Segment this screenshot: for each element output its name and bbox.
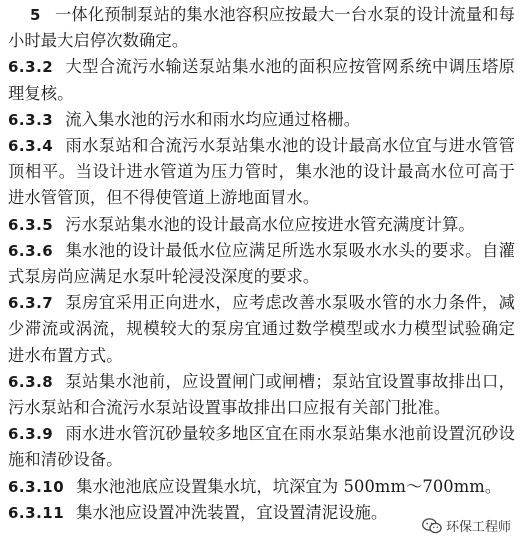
clause [8,474,515,500]
clause-text: 一体化预制泵站的集水池容积应按最大一台水泵的设计流量和每小时最大启停次数确定。 [8,5,515,51]
clause [8,54,515,106]
clause-number: 6.3.5 [8,215,54,234]
clause [8,369,515,421]
clause-item [8,2,515,54]
clause [8,238,515,290]
clause-text: 泵房宜采用正向进水，应考虑改善水泵吸水管的水力条件，减少滞流或涡流，规模较大的泵房宜通过数学模型或水力模型试验确定进水布置方式。 [8,293,515,365]
watermark-text: 环保工程师 [445,520,511,535]
clause [8,421,515,473]
clause [8,107,515,133]
clause-number: 6.3.11 [8,503,65,522]
clause [8,212,515,238]
wechat-icon [422,518,442,534]
clause-number: 6.3.10 [8,477,65,496]
clause-text: 污水泵站集水池的设计最高水位应按进水管充满度计算。 [65,214,475,234]
clause-number: 6.3.3 [8,110,54,129]
clause-number: 6.3.4 [8,137,54,156]
clause-number: 6.3.2 [8,58,54,77]
clause-number: 6.3.8 [8,372,54,391]
clause [8,290,515,369]
clause-text: 雨水泵站和合流污水泵站集水池的设计最高水位宜与进水管管顶相平。当设计进水管道为压力管时，集水池的设计最高水位可高于进水管管顶，但不得使管道上游地面冒水。 [8,136,515,208]
clause-text: 流入集水池的污水和雨水均应通过格栅。 [65,109,361,129]
clause-text: 大型合流污水输送泵站集水池的面积应按管网系统中调压塔原理复核。 [8,57,515,103]
clause-text: 雨水进水管沉砂量较多地区宜在雨水泵站集水池前设置沉砂设施和清砂设备。 [8,424,515,470]
clause-text: 集水池的设计最低水位应满足所选水泵吸水水头的要求。自灌式泵房尚应满足水泵叶轮浸没深度的要求。 [8,240,515,287]
watermark [420,516,513,535]
clause-text: 集水池应设置冲洗装置，宜设置清泥设施。 [76,502,388,522]
clause-number: 6.3.9 [8,425,54,444]
clause-number: 5 [30,6,41,24]
clause-number: 6.3.7 [8,294,54,313]
clause-text: 泵站集水池前，应设置闸门或闸槽；泵站宜设置事故排出口，污水泵站和合流污水泵站设置事故排出口应报有关部门批准。 [8,371,515,418]
clause [8,133,515,212]
clause-text: 集水池池底应设置集水坑，坑深宜为 500mm～700mm。 [76,476,502,496]
clause-number: 6.3.6 [8,241,54,260]
